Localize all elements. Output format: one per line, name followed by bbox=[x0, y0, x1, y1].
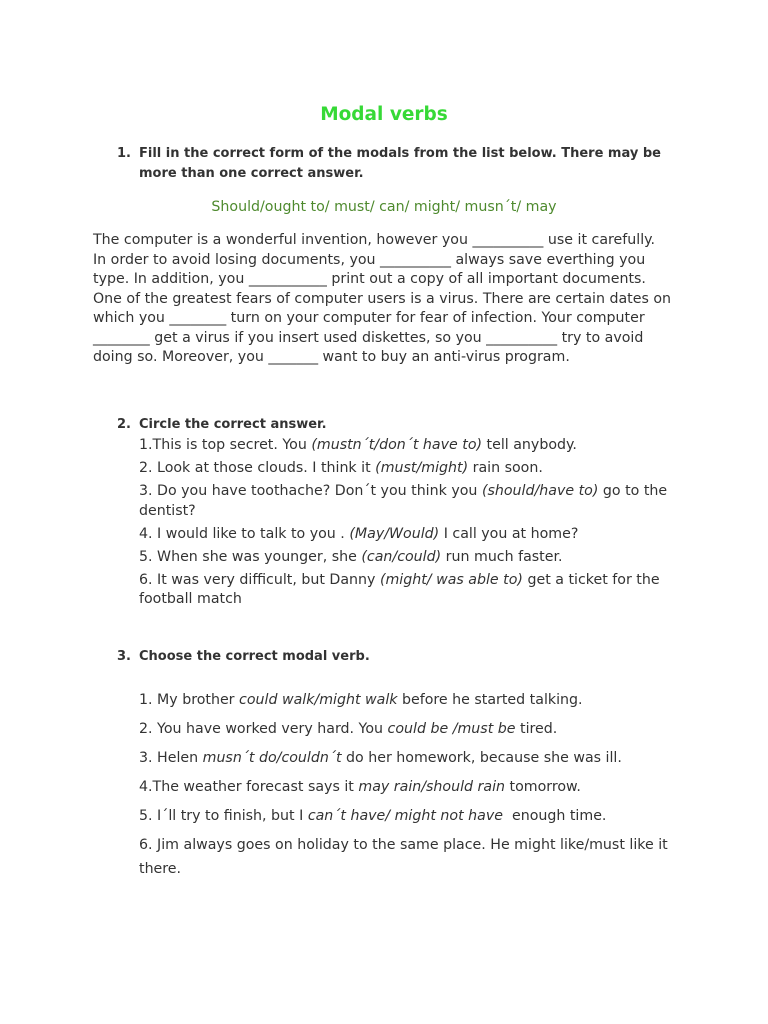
instruction-line: Fill in the correct form of the modals from the list below. There may be bbox=[139, 146, 661, 161]
answer-options: musn´t do/couldn´t bbox=[202, 750, 342, 766]
paragraph-line: which you ________ turn on your computer for fear of infection. Your computer bbox=[93, 310, 645, 326]
question-item bbox=[139, 746, 679, 770]
paragraph-line: In order to avoid losing documents, you __________ always save everthing you bbox=[93, 251, 646, 268]
answer-options: (might/ was able to) bbox=[379, 571, 523, 588]
question-item bbox=[139, 804, 679, 828]
question-item bbox=[139, 548, 679, 568]
question-text: 2. You have worked very hard. You bbox=[139, 721, 388, 737]
gap-fill-paragraph bbox=[93, 231, 671, 368]
answer-options: (must/might) bbox=[375, 460, 469, 476]
question-text: 3. Do you have toothache? Don´t you think you bbox=[139, 483, 482, 499]
question-text: 4.The weather forecast says it bbox=[139, 779, 359, 795]
page-title: Modal verbs bbox=[320, 104, 448, 125]
question-text: 1.This is top secret. You bbox=[139, 437, 312, 453]
paragraph-line: doing so. Moreover, you _______ want to buy an anti-virus program. bbox=[93, 349, 570, 365]
question-item bbox=[139, 525, 679, 545]
question-item bbox=[139, 688, 679, 712]
question-item bbox=[139, 833, 679, 881]
answer-options: may rain/should rain bbox=[358, 779, 506, 795]
question-text: 3. Helen bbox=[139, 750, 203, 766]
question-text-end: rain soon. bbox=[468, 460, 543, 476]
question-text-end: do her homework, because she was ill. bbox=[341, 750, 622, 766]
answer-options: could walk/might walk bbox=[239, 692, 398, 708]
question-text-end: go to the dentist? bbox=[139, 483, 672, 519]
section-instructions bbox=[139, 144, 661, 184]
question-item bbox=[139, 717, 679, 741]
question-text-end: tomorrow. bbox=[505, 779, 581, 795]
question-text-end: enough time. bbox=[502, 808, 607, 824]
paragraph-line: One of the greatest fears of computer users is a virus. There are certain dates on bbox=[93, 290, 672, 307]
answer-options: (May/Would) bbox=[349, 525, 440, 542]
paragraph-line: The computer is a wonderful invention, however you __________ use it carefully. bbox=[93, 232, 656, 248]
paragraph-line: type. In addition, you ___________ print out a copy of all important documents. bbox=[93, 271, 646, 287]
question-item bbox=[139, 482, 679, 521]
question-text: 4. I would like to talk to you . bbox=[139, 525, 350, 542]
answer-options: can´t have/ might not have bbox=[307, 808, 503, 824]
instruction-line: more than one correct answer. bbox=[139, 166, 364, 181]
question-text: 6. Jim always goes on holiday to the same place. He might like/must like it there. bbox=[139, 837, 673, 877]
section-instructions: Circle the correct answer. bbox=[139, 417, 327, 432]
question-text: 5. I´ll try to finish, but I bbox=[139, 808, 308, 824]
answer-options: (should/have to) bbox=[481, 483, 599, 499]
question-text-end: before he started talking. bbox=[397, 692, 583, 708]
question-text-end: get a ticket for the football match bbox=[139, 571, 665, 607]
section-instructions: Choose the correct modal verb. bbox=[139, 649, 370, 664]
section-number: 1. bbox=[117, 146, 131, 161]
question-text-end: tired. bbox=[515, 721, 558, 737]
question-text-end: tell anybody. bbox=[482, 437, 577, 453]
section-number: 3. bbox=[117, 649, 131, 664]
question-text: 2. Look at those clouds. I think it bbox=[139, 460, 376, 476]
question-item bbox=[139, 459, 679, 479]
choose-modal-list bbox=[139, 688, 679, 886]
question-text: 5. When she was younger, she bbox=[139, 548, 362, 565]
paragraph-line: ________ get a virus if you insert used diskettes, so you __________ try to avoid bbox=[93, 329, 644, 346]
answer-options: (mustn´t/don´t have to) bbox=[311, 437, 483, 453]
question-item bbox=[139, 436, 679, 456]
answer-options: (can/could) bbox=[361, 548, 442, 565]
question-text-end: run much faster. bbox=[441, 548, 563, 565]
section-number: 2. bbox=[117, 417, 131, 432]
question-text: 1. My brother bbox=[139, 692, 240, 708]
question-item bbox=[139, 775, 679, 799]
question-item bbox=[139, 571, 679, 610]
modal-verb-list: Should/ought to/ must/ can/ might/ musn´t/ may bbox=[211, 199, 557, 215]
answer-options: could be /must be bbox=[387, 721, 516, 737]
question-text: 6. It was very difficult, but Danny bbox=[139, 571, 380, 588]
circle-answer-list bbox=[139, 436, 679, 613]
question-text-end: I call you at home? bbox=[439, 525, 579, 542]
